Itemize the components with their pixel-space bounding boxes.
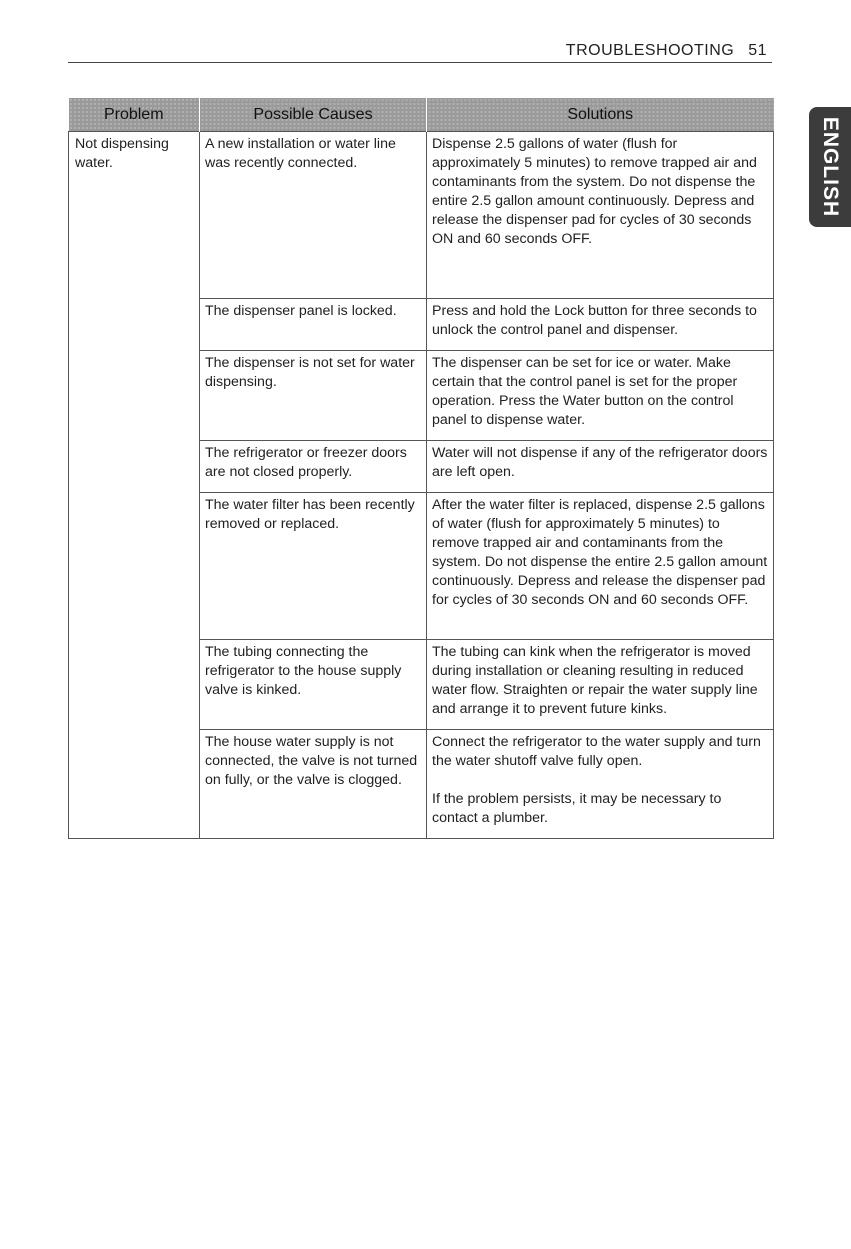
language-tab-label: ENGLISH	[819, 116, 842, 218]
cause-cell: The dispenser panel is locked.	[200, 299, 427, 351]
solution-cell: After the water filter is replaced, dispense 2.5 gallons of water (flush for approximately 5 minutes) to remove trapped air and contaminants from the system. Do not dispense the entire 2.5 gallon amount continuously. Depress and release the dispenser pad for cycles of 30 seconds ON and 60 seconds OFF.	[427, 493, 774, 640]
solution-text: Connect the refrigerator to the water supply and turn the water shutoff valve fully open.	[432, 734, 761, 769]
header-rule	[68, 62, 772, 63]
cause-cell: The tubing connecting the refrigerator to the house supply valve is kinked.	[200, 640, 427, 730]
solution-cell: Water will not dispense if any of the refrigerator doors are left open.	[427, 441, 774, 493]
table-row	[69, 132, 774, 299]
solution-note: If the problem persists, it may be necessary to contact a plumber.	[432, 791, 722, 826]
cause-cell: The refrigerator or freezer doors are not closed properly.	[200, 441, 427, 493]
solution-cell: Dispense 2.5 gallons of water (flush for approximately 5 minutes) to remove trapped air and contaminants from the system. Do not dispense the entire 2.5 gallon amount continuously. Depress and release the dispenser pad for cycles of 30 seconds ON and 60 seconds OFF.	[427, 132, 774, 299]
cause-cell: The water filter has been recently removed or replaced.	[200, 493, 427, 640]
table-header-row	[69, 98, 774, 132]
cause-cell: The dispenser is not set for water dispensing.	[200, 351, 427, 441]
column-header-possible-causes: Possible Causes	[200, 98, 427, 132]
cause-cell: The house water supply is not connected, the valve is not turned on fully, or the valve is clogged.	[200, 730, 427, 839]
column-header-problem: Problem	[69, 98, 200, 132]
solution-cell	[427, 730, 774, 839]
solution-cell: The dispenser can be set for ice or water. Make certain that the control panel is set for the proper operation. Press the Water button on the control panel to dispense water.	[427, 351, 774, 441]
troubleshooting-table	[68, 98, 774, 839]
cause-cell: A new installation or water line was recently connected.	[200, 132, 427, 299]
section-title: TROUBLESHOOTING	[565, 42, 735, 59]
page-header	[566, 42, 767, 60]
language-tab	[809, 107, 851, 227]
solution-cell: The tubing can kink when the refrigerator is moved during installation or cleaning resulting in reduced water flow. Straighten or repair the water supply line and arrange it to prevent future kinks.	[427, 640, 774, 730]
page-number: 51	[748, 42, 767, 59]
column-header-solutions: Solutions	[427, 98, 774, 132]
problem-cell: Not dispensing water.	[69, 132, 200, 839]
solution-cell: Press and hold the Lock button for three seconds to unlock the control panel and dispenser.	[427, 299, 774, 351]
